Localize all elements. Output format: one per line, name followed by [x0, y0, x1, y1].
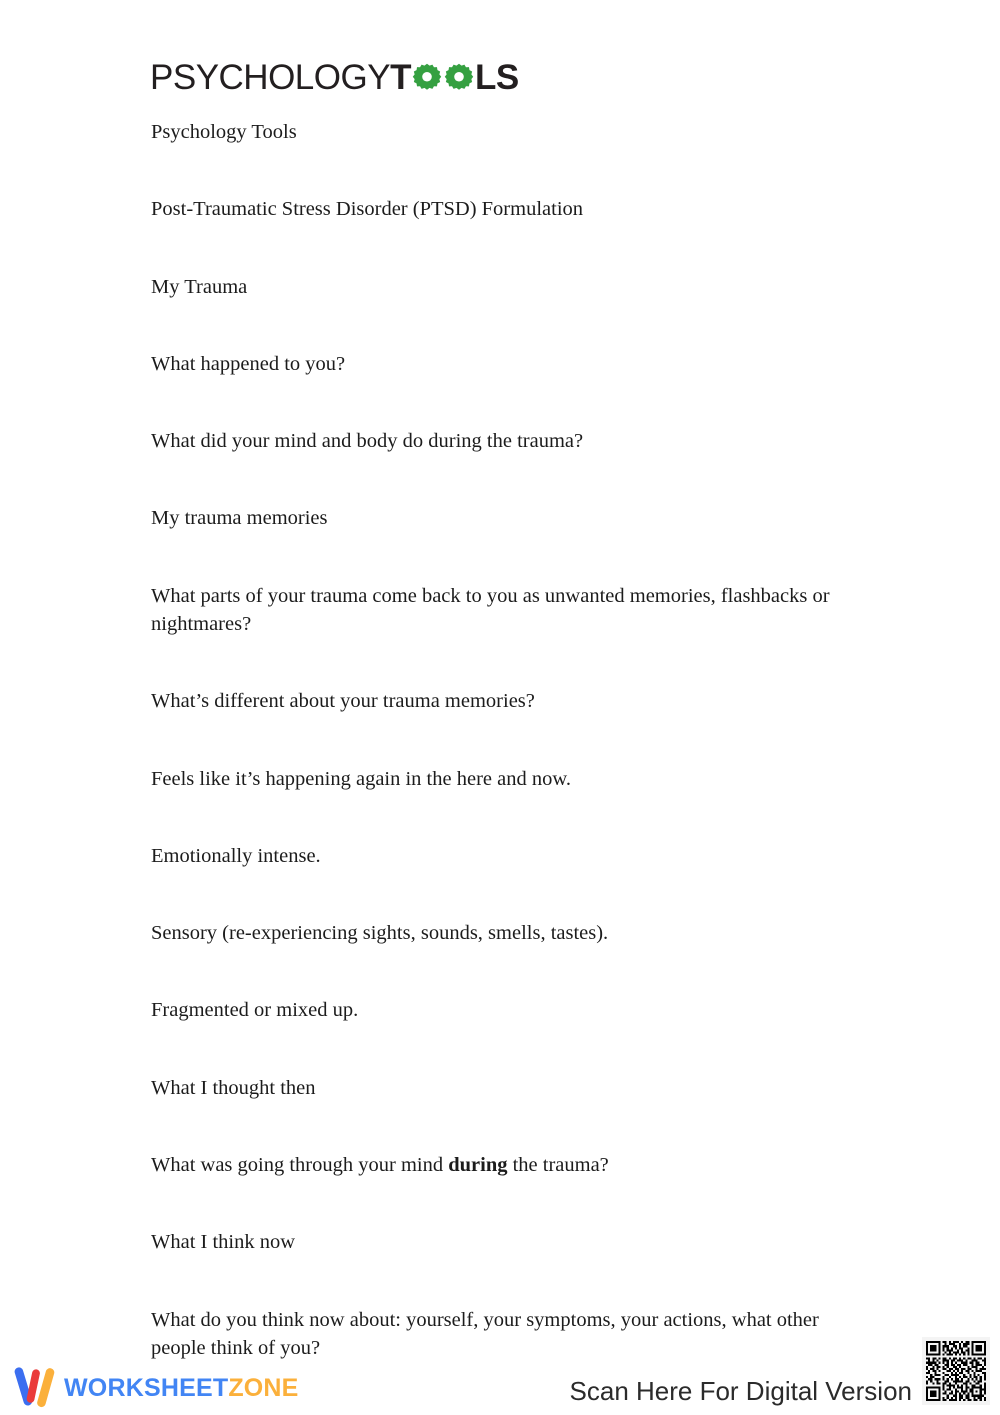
emphasis-during: during: [448, 1153, 508, 1176]
prompt-text-before-emphasis: What was going through your mind: [151, 1153, 449, 1176]
page-title: Post-Traumatic Stress Disorder (PTSD) Formulation: [151, 198, 584, 221]
section-heading-thought-then: What I thought then: [151, 1076, 316, 1099]
worksheet-zone-wordmark: [64, 1373, 299, 1402]
prompt-mind-and-body: What did your mind and body do during the trauma?: [151, 430, 584, 453]
prompt-text-after-emphasis: the trauma?: [507, 1153, 609, 1176]
worksheet-zone-logo[interactable]: [14, 1366, 299, 1410]
section-heading-trauma-memories: My trauma memories: [151, 507, 328, 530]
prompt-whats-different: What’s different about your trauma memories?: [151, 690, 535, 713]
source-name: Psychology Tools: [151, 121, 297, 143]
wordmark-worksheet: WORKSHEET: [64, 1373, 229, 1402]
gear-icon: [411, 62, 443, 92]
psychology-tools-logo: [150, 56, 519, 98]
brand-name-light: PSYCHOLOGY: [150, 57, 391, 97]
section-heading-think-now: What I think now: [151, 1231, 296, 1254]
gear-icon-second: [443, 62, 475, 92]
prompt-what-happened: What happened to you?: [151, 352, 346, 375]
item-emotionally-intense: Emotionally intense.: [151, 844, 321, 867]
worksheet-body: [151, 118, 911, 1362]
scan-here-label: Scan Here For Digital Version: [569, 1376, 912, 1406]
prompt-unwanted-memories: What parts of your trauma come back to you as unwanted memories, flashbacks or nightmares?: [151, 584, 830, 635]
brand-name-bold-prefix: T: [390, 57, 411, 97]
brand-name-bold-suffix: LS: [474, 57, 519, 97]
item-fragmented: Fragmented or mixed up.: [151, 999, 359, 1022]
item-here-and-now: Feels like it’s happening again in the here and now.: [151, 767, 571, 790]
section-heading-my-trauma: My Trauma: [151, 275, 248, 298]
qr-code[interactable]: [922, 1337, 990, 1405]
prompt-think-now-about: What do you think now about: yourself, your symptoms, your actions, what other people think of you?: [151, 1308, 819, 1359]
prompt-going-through-mind: [151, 1151, 861, 1179]
worksheet-zone-mark-icon: [14, 1367, 58, 1409]
wordmark-zone: ZONE: [228, 1373, 299, 1402]
item-sensory: Sensory (re-experiencing sights, sounds, smells, tastes).: [151, 922, 609, 945]
